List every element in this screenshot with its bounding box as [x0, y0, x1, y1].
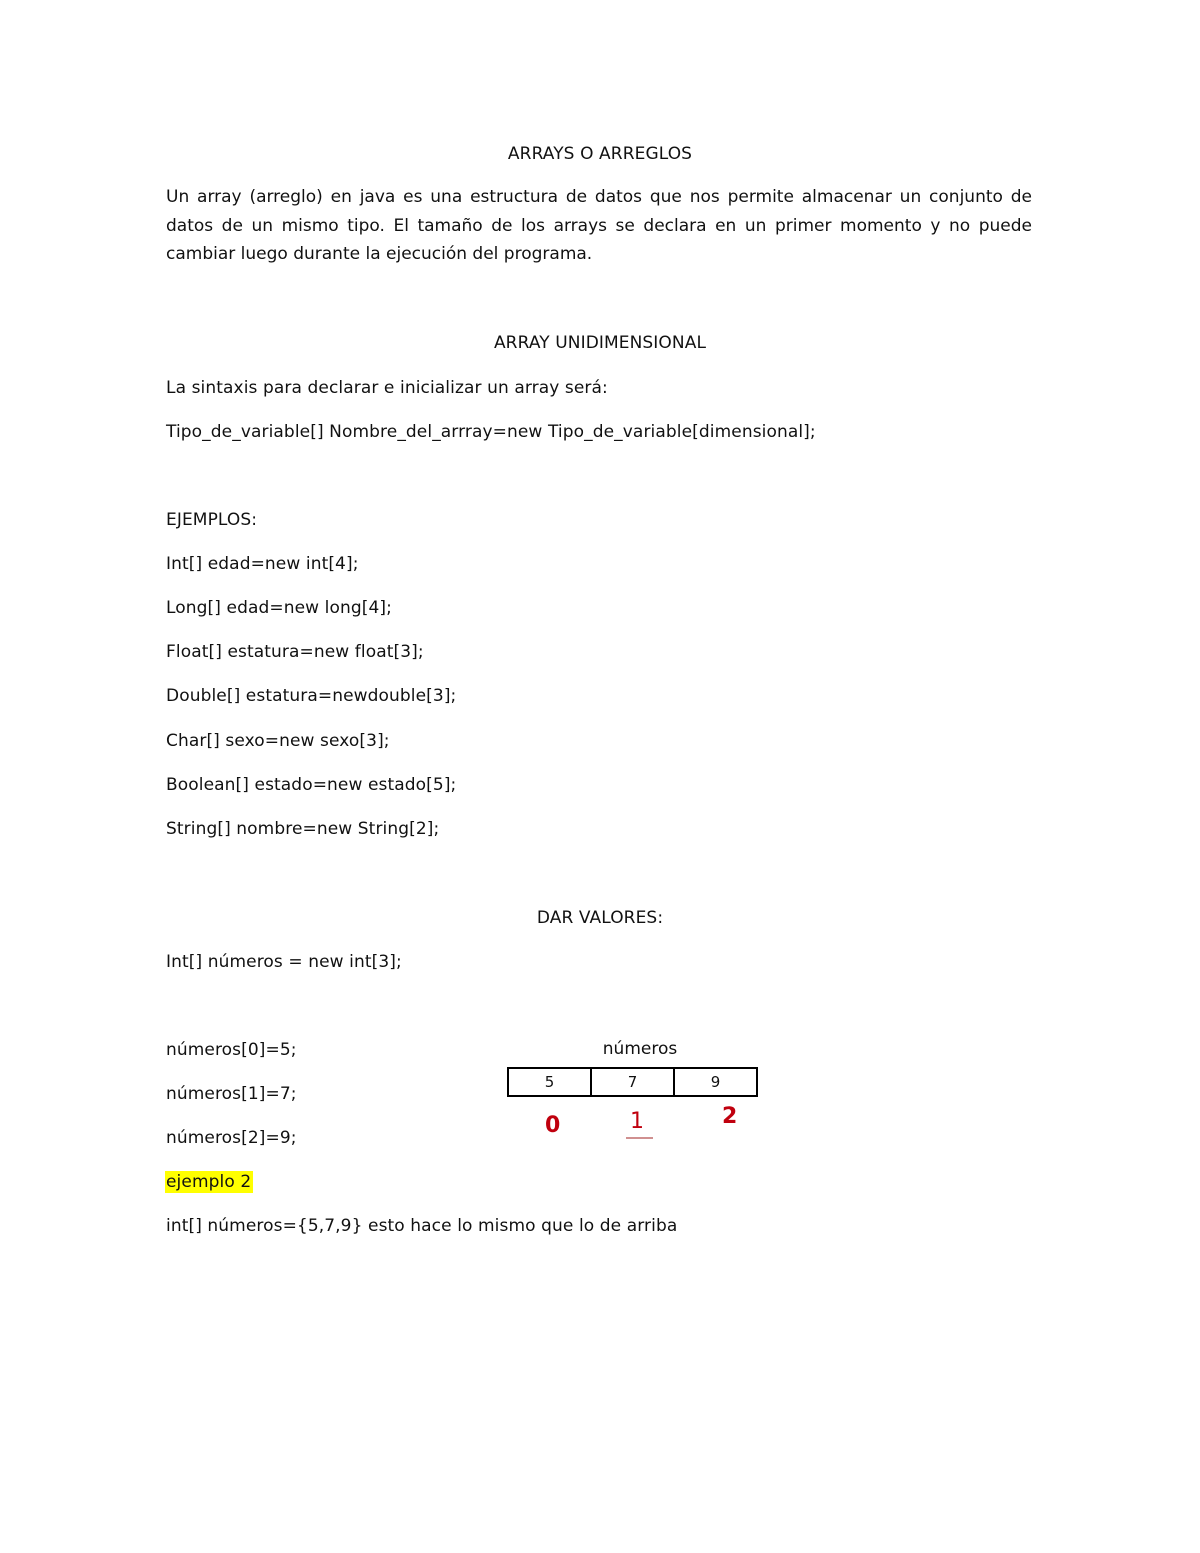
- heading-dar-valores: DAR VALORES:: [536, 908, 664, 928]
- index-underline: [626, 1137, 653, 1139]
- array-cell: 5: [508, 1068, 591, 1096]
- ejemplo2-text: int[] números={5,7,9} esto hace lo mismo que lo de arriba: [166, 1216, 678, 1236]
- assignment-line: números[0]=5;: [166, 1040, 297, 1060]
- declaration-line: Int[] números = new int[3];: [166, 952, 402, 972]
- array-cell: 9: [674, 1068, 757, 1096]
- heading-array-unidimensional: ARRAY UNIDIMENSIONAL: [493, 333, 707, 353]
- syntax-intro: La sintaxis para declarar e inicializar un array será:: [166, 378, 608, 398]
- ejemplo2-label-line: [166, 1171, 253, 1193]
- assignment-line: números[1]=7;: [166, 1084, 297, 1104]
- example-item: Int[] edad=new int[4];: [166, 554, 359, 574]
- array-diagram-label: números: [602, 1039, 678, 1059]
- handwritten-index: 2: [722, 1104, 738, 1129]
- handwritten-index: 0: [545, 1113, 561, 1138]
- intro-paragraph: Un array (arreglo) en java es una estructura de datos que nos permite almacenar un conjunto de datos de un mismo tipo. El tamaño de los arrays se declara en un primer momento y no puede cambiar luego durante la ejecución del programa.: [166, 187, 1032, 264]
- highlighted-label: ejemplo 2: [166, 1172, 252, 1192]
- heading-ejemplos: EJEMPLOS:: [166, 510, 258, 530]
- example-item: Double[] estatura=newdouble[3];: [166, 686, 457, 706]
- array-diagram: [507, 1067, 758, 1097]
- syntax-line: Tipo_de_variable[] Nombre_del_arrray=new Tipo_de_variable[dimensional];: [166, 422, 816, 442]
- example-item: Float[] estatura=new float[3];: [166, 642, 424, 662]
- array-cell: 7: [591, 1068, 674, 1096]
- handwritten-index: 1: [630, 1109, 644, 1134]
- example-item: Char[] sexo=new sexo[3];: [166, 731, 390, 751]
- example-item: String[] nombre=new String[2];: [166, 819, 440, 839]
- assignment-line: números[2]=9;: [166, 1128, 297, 1148]
- page-title: ARRAYS O ARREGLOS: [507, 144, 693, 164]
- example-item: Long[] edad=new long[4];: [166, 598, 392, 618]
- example-item: Boolean[] estado=new estado[5];: [166, 775, 457, 795]
